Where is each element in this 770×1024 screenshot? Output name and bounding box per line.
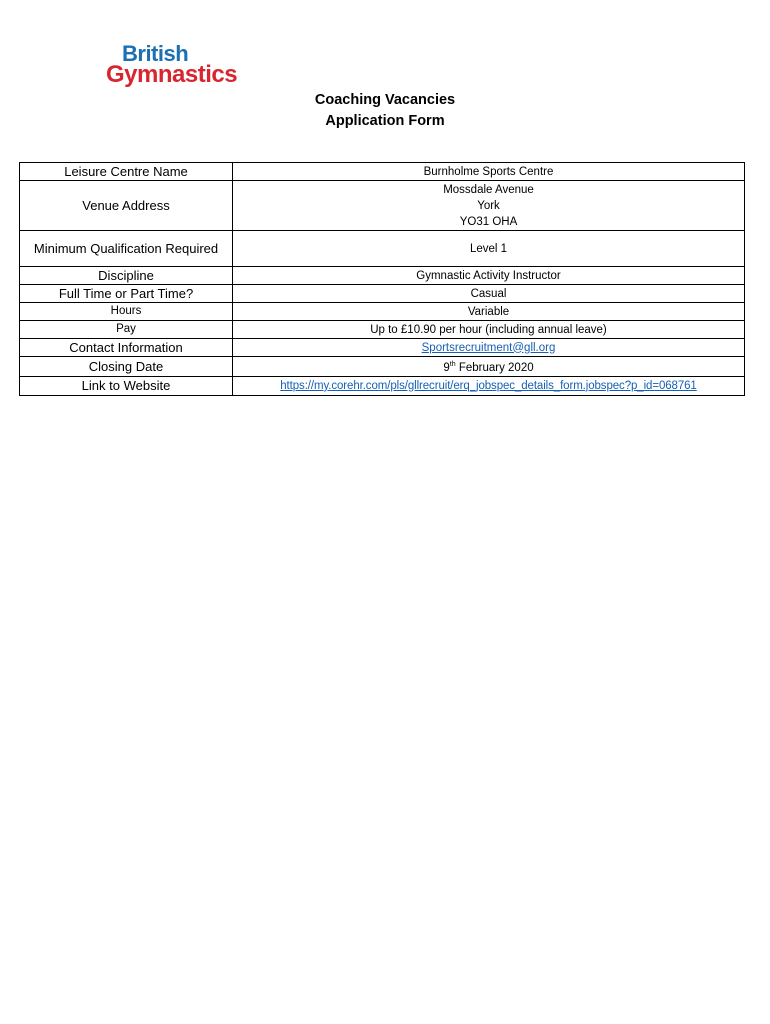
label-full-part-time: Full Time or Part Time? — [20, 285, 233, 303]
contact-email-link[interactable]: Sportsrecruitment@gll.org — [421, 341, 556, 354]
logo-text-british: British — [122, 41, 189, 66]
value-min-qualification: Level 1 — [233, 231, 745, 267]
row-min-qualification — [20, 231, 745, 267]
row-closing-date — [20, 357, 745, 377]
label-discipline: Discipline — [20, 267, 233, 285]
value-pay: Up to £10.90 per hour (including annual leave) — [233, 321, 745, 339]
label-pay: Pay — [20, 321, 233, 339]
label-contact: Contact Information — [20, 339, 233, 357]
value-full-part-time: Casual — [233, 285, 745, 303]
page-title — [0, 90, 770, 132]
label-closing-date: Closing Date — [20, 357, 233, 377]
closing-date-suffix: th — [449, 361, 456, 368]
row-pay — [20, 321, 745, 339]
value-closing-date — [233, 357, 745, 377]
label-hours: Hours — [20, 303, 233, 321]
british-gymnastics-logo — [106, 41, 246, 91]
value-discipline: Gymnastic Activity Instructor — [233, 267, 745, 285]
logo-text-gymnastics: Gymnastics — [106, 61, 238, 88]
address-line-2: York — [477, 199, 500, 212]
value-contact — [233, 339, 745, 357]
closing-date-day: 9 — [443, 361, 450, 374]
address-line-3: YO31 OHA — [459, 215, 518, 228]
row-venue-address — [20, 181, 745, 231]
row-website — [20, 376, 745, 395]
title-line-1: Coaching Vacancies — [314, 92, 456, 108]
row-full-part-time — [20, 285, 745, 303]
website-link[interactable]: https://my.corehr.com/pls/gllrecruit/erq_jobspec_details_form.jobspec?p_id=068761 — [280, 379, 697, 392]
value-venue-address — [233, 181, 745, 231]
title-line-2: Application Form — [325, 113, 445, 129]
label-venue-address: Venue Address — [20, 181, 233, 231]
vacancy-details-table — [19, 162, 745, 396]
row-contact — [20, 339, 745, 357]
value-website — [233, 376, 745, 395]
address-line-1: Mossdale Avenue — [443, 183, 534, 196]
value-leisure-centre: Burnholme Sports Centre — [233, 163, 745, 181]
row-hours — [20, 303, 745, 321]
row-discipline — [20, 267, 745, 285]
closing-date-rest: February 2020 — [455, 361, 534, 374]
label-website: Link to Website — [20, 376, 233, 395]
row-leisure-centre — [20, 163, 745, 181]
label-min-qualification: Minimum Qualification Required — [20, 231, 233, 267]
value-hours: Variable — [233, 303, 745, 321]
label-leisure-centre: Leisure Centre Name — [20, 163, 233, 181]
